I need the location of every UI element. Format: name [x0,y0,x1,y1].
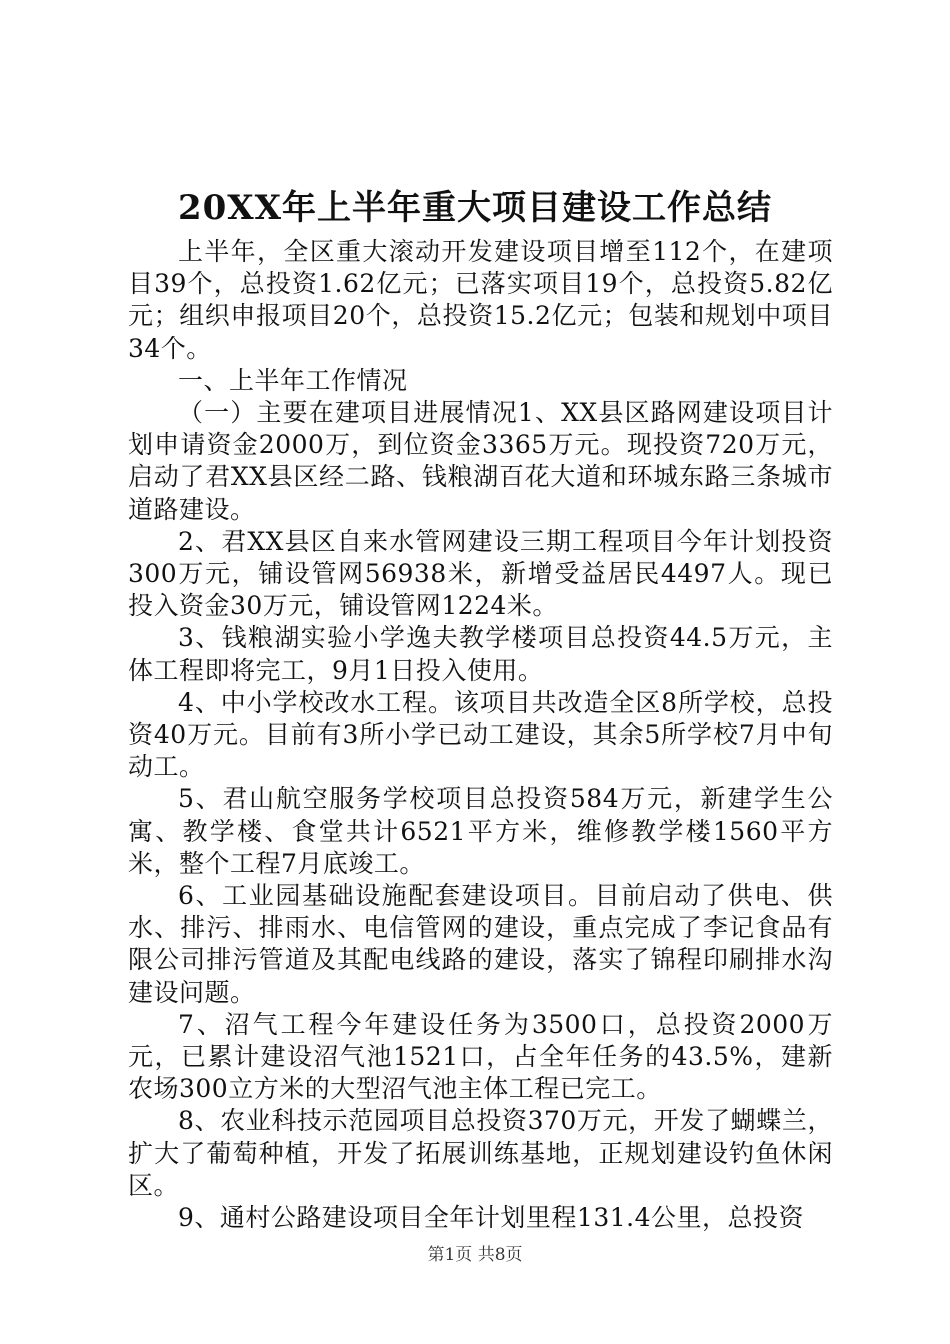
paragraph-item-7: 7、沼气工程今年建设任务为3500口，总投资2000万元，已累计建设沼气池1521口，占全年任务的43.5%，建新农场300立方米的大型沼气池主体工程已完工。 [128,1009,833,1104]
page-number-footer: 第1页 共8页 [427,1245,523,1265]
paragraph-item-5: 5、君山航空服务学校项目总投资584万元，新建学生公寓、教学楼、食堂共计6521平方米，维修教学楼1560平方米，整个工程7月底竣工。 [128,784,833,878]
paragraph-item-1: （一）主要在建项目进展情况1、XX县区路网建设项目计划申请资金2000万，到位资金3365万元。现投资720万元，启动了君XX县区经二路、钱粮湖百花大道和环城东路三条城市道路建设。 [128,398,833,524]
paragraph-item-9: 9、通村公路建设项目全年计划里程131.4公里，总投资 [178,1203,804,1233]
paragraph-item-3: 3、钱粮湖实验小学逸夫教学楼项目总投资44.5万元，主体工程即将完工，9月1日投入使用。 [128,623,833,685]
paragraph-item-2: 2、君XX县区自来水管网建设三期工程项目今年计划投资300万元，铺设管网56938米，新增受益居民4497人。现已投入资金30万元，铺设管网1224米。 [128,526,833,621]
document-body [128,236,833,1234]
paragraph-summary: 上半年，全区重大滚动开发建设项目增至112个，在建项目39个，总投资1.62亿元；已落实项目19个，总投资5.82亿元；组织申报项目20个，总投资15.2亿元；包装和规划中项目34个。 [128,237,833,363]
paragraph-item-8: 8、农业科技示范园项目总投资370万元，开发了蝴蝶兰，扩大了葡萄种植，开发了拓展训练基地，正规划建设钓鱼休闲区。 [128,1106,833,1200]
section-heading: 一、上半年工作情况 [178,365,408,395]
paragraph-item-4: 4、中小学校改水工程。该项目共改造全区8所学校，总投资40万元。目前有3所小学已动工建设，其余5所学校7月中旬动工。 [128,687,833,782]
document-title: 20XX年上半年重大项目建设工作总结 [177,188,773,228]
paragraph-item-6: 6、工业园基础设施配套建设项目。目前启动了供电、供水、排污、排雨水、电信管网的建设，重点完成了李记食品有限公司排污管道及其配电线路的建设，落实了锦程印刷排水沟建设问题。 [128,881,833,1007]
